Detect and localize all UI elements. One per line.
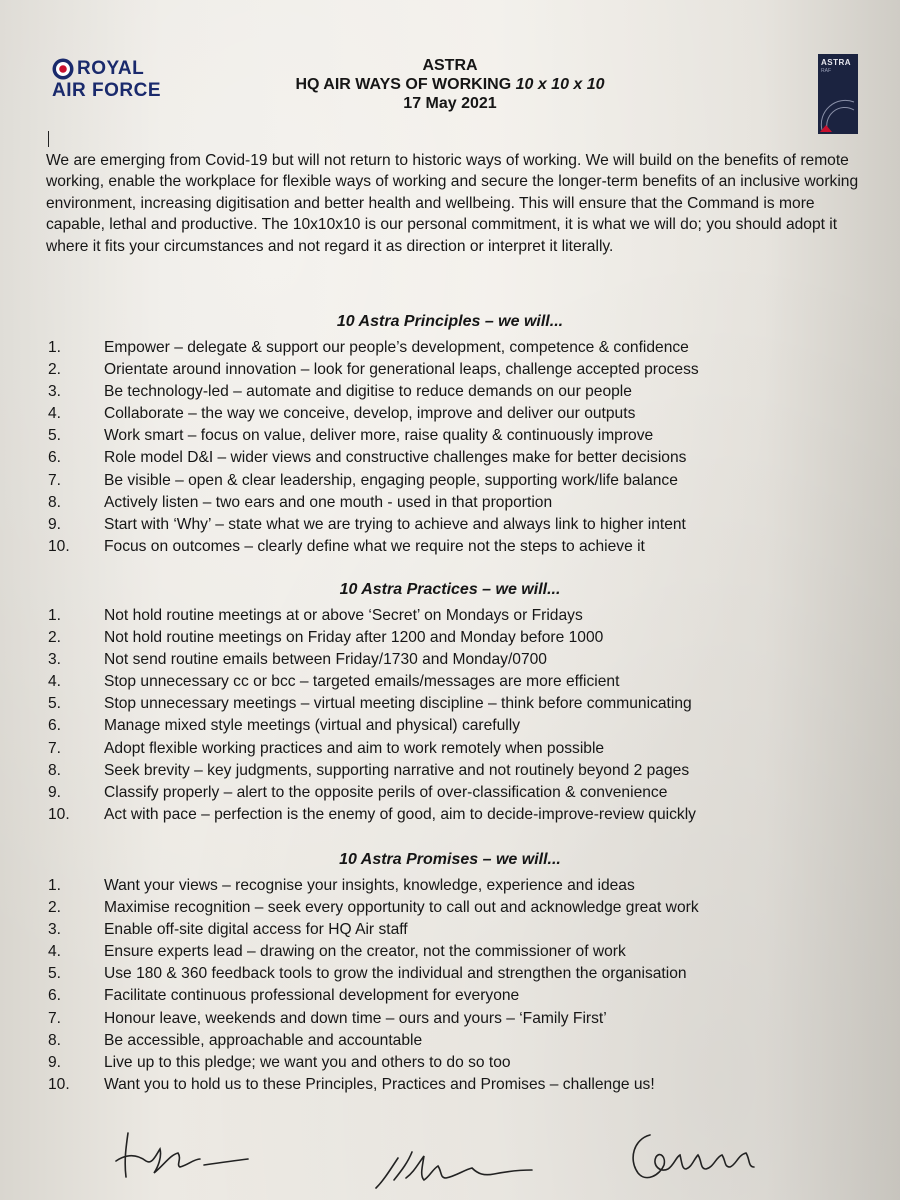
list-item [46, 514, 876, 536]
item-text: Seek brevity – key judgments, supporting narrative and not routinely beyond 2 pages [104, 761, 690, 779]
item-text: Orientate around innovation – look for generational leaps, challenge accepted process [104, 361, 699, 379]
item-text: Maximise recognition – seek every opportunity to call out and acknowledge great work [104, 899, 699, 917]
list-item [46, 1052, 876, 1074]
item-text: Focus on outcomes – clearly define what we require not the steps to achieve it [104, 537, 645, 555]
subtitle-text: HQ AIR WAYS OF WORKING [295, 76, 516, 93]
signature-left [108, 1125, 258, 1195]
item-text: Be technology-led – automate and digitise to reduce demands on our people [104, 383, 632, 401]
promises-list [46, 875, 876, 1096]
list-item [46, 782, 876, 804]
practices-list [46, 605, 876, 826]
document-subtitle [220, 75, 680, 94]
item-number: 4. [48, 405, 62, 423]
item-text: Adopt flexible working practices and aim to work remotely when possible [104, 739, 605, 757]
item-text: Facilitate continuous professional development for everyone [104, 987, 520, 1005]
list-item [46, 447, 876, 469]
item-text: Work smart – focus on value, deliver more, raise quality & continuously improve [104, 427, 654, 445]
list-item [46, 381, 876, 403]
list-item [46, 649, 876, 671]
list-item [46, 738, 876, 760]
list-item [46, 919, 876, 941]
principles-list [46, 337, 876, 558]
list-item [46, 359, 876, 381]
item-text: Not hold routine meetings on Friday after 1200 and Monday before 1000 [104, 629, 604, 647]
item-number: 6. [48, 987, 62, 1005]
item-text: Stop unnecessary meetings – virtual meeting discipline – think before communicating [104, 695, 692, 713]
list-item [46, 536, 876, 558]
royal-air-force-logo [52, 54, 172, 106]
list-item [46, 627, 876, 649]
item-text: Empower – delegate & support our people’s development, competence & confidence [104, 339, 689, 356]
list-item [46, 470, 876, 492]
signature-center [372, 1140, 542, 1195]
item-text: Honour leave, weekends and down time – ours and yours – ‘Family First’ [104, 1009, 607, 1027]
list-item [46, 337, 876, 359]
list-item [46, 1008, 876, 1030]
item-number: 4. [48, 673, 62, 691]
item-text: Be visible – open & clear leadership, engaging people, supporting work/life balance [104, 471, 678, 489]
item-text: Use 180 & 360 feedback tools to grow the individual and strengthen the organisation [104, 965, 687, 983]
item-number: 5. [48, 965, 62, 983]
list-item [46, 963, 876, 985]
promises-heading: 10 Astra Promises – we will... [339, 851, 561, 868]
item-text: Ensure experts lead – drawing on the creator, not the commissioner of work [104, 943, 626, 961]
subtitle-emphasis: 10 x 10 x 10 [515, 76, 605, 93]
item-text: Actively listen – two ears and one mouth - used in that proportion [104, 493, 553, 511]
item-number: 5. [48, 427, 62, 445]
practices-heading: 10 Astra Practices – we will... [339, 581, 561, 598]
list-item [46, 897, 876, 919]
list-item [46, 941, 876, 963]
list-item [46, 492, 876, 514]
item-number: 3. [48, 921, 62, 939]
intro-paragraph: We are emerging from Covid-19 but will not return to historic ways of working. We will build on the benefits of remote working, enable the workplace for flexible ways of working and secure the longer-term benefits of an inclusive working environment, increasing digitisation and better health and wellbeing. This will ensure that the Command is more capable, lethal and productive. The 10x10x10 is our personal commitment, it is what we will do; you should adopt it where it fits your circumstances and not regard it as direction or interpret it literally. [46, 152, 859, 255]
item-number: 5. [48, 695, 62, 713]
item-number: 1. [48, 607, 62, 624]
item-number: 8. [48, 761, 62, 779]
item-text: Act with pace – perfection is the enemy of good, aim to decide-improve-review quickly [104, 805, 696, 823]
item-text: Collaborate – the way we conceive, develop, improve and deliver our outputs [104, 405, 636, 423]
item-number: 10. [48, 537, 70, 555]
list-item [46, 715, 876, 737]
item-text: Want your views – recognise your insights, knowledge, experience and ideas [104, 877, 635, 894]
list-item [46, 1030, 876, 1052]
text-cursor [48, 131, 49, 147]
item-text: Classify properly – alert to the opposite perils of over-classification & convenience [104, 783, 668, 801]
item-text: Want you to hold us to these Principles, Practices and Promises – challenge us! [104, 1075, 655, 1093]
item-text: Not hold routine meetings at or above ‘Secret’ on Mondays or Fridays [104, 607, 583, 624]
document-header [220, 56, 680, 113]
item-number: 2. [48, 361, 62, 379]
item-number: 6. [48, 449, 62, 467]
logo-text-air-force: AIR FORCE [52, 80, 161, 101]
badge-text: ASTRA [821, 58, 852, 67]
badge-subtext: RAF [821, 68, 831, 74]
item-text: Stop unnecessary cc or bcc – targeted emails/messages are more efficient [104, 673, 620, 691]
item-text: Start with ‘Why’ – state what we are trying to achieve and always link to higher intent [104, 515, 686, 533]
item-text: Not send routine emails between Friday/1730 and Monday/0700 [104, 651, 547, 669]
principles-heading: 10 Astra Principles – we will... [336, 313, 564, 330]
item-text: Role model D&I – wider views and constructive challenges make for better decisions [104, 449, 687, 467]
list-item [46, 693, 876, 715]
item-number: 9. [48, 783, 62, 801]
list-item [46, 760, 876, 782]
item-number: 4. [48, 943, 62, 961]
item-number: 9. [48, 515, 62, 533]
item-number: 3. [48, 383, 62, 401]
item-text: Live up to this pledge; we want you and others to do so too [104, 1053, 511, 1071]
item-text: Enable off-site digital access for HQ Air staff [104, 921, 408, 939]
list-item [46, 671, 876, 693]
list-item [46, 1074, 876, 1096]
list-item [46, 403, 876, 425]
item-number: 7. [48, 739, 62, 757]
item-number: 1. [48, 877, 62, 894]
raf-roundel-icon [52, 58, 74, 80]
signature-right [620, 1125, 770, 1195]
list-item [46, 804, 876, 826]
item-number: 3. [48, 651, 62, 669]
item-number: 7. [48, 1009, 62, 1027]
list-item [46, 605, 876, 627]
item-text: Manage mixed style meetings (virtual and physical) carefully [104, 717, 521, 735]
item-number: 9. [48, 1053, 62, 1071]
document-title: ASTRA [422, 57, 478, 74]
logo-text-royal: ROYAL [77, 58, 145, 79]
item-number: 8. [48, 1031, 62, 1049]
item-number: 10. [48, 1075, 70, 1093]
item-number: 2. [48, 629, 62, 647]
item-number: 1. [48, 339, 62, 356]
item-number: 2. [48, 899, 62, 917]
document-date: 17 May 2021 [403, 95, 497, 112]
astra-arc-icon [818, 94, 858, 134]
item-number: 6. [48, 717, 62, 735]
item-number: 10. [48, 805, 70, 823]
list-item [46, 425, 876, 447]
item-text: Be accessible, approachable and accountable [104, 1031, 423, 1049]
list-item [46, 875, 876, 897]
item-number: 8. [48, 493, 62, 511]
list-item [46, 985, 876, 1007]
item-number: 7. [48, 471, 62, 489]
astra-badge-logo [818, 54, 858, 134]
